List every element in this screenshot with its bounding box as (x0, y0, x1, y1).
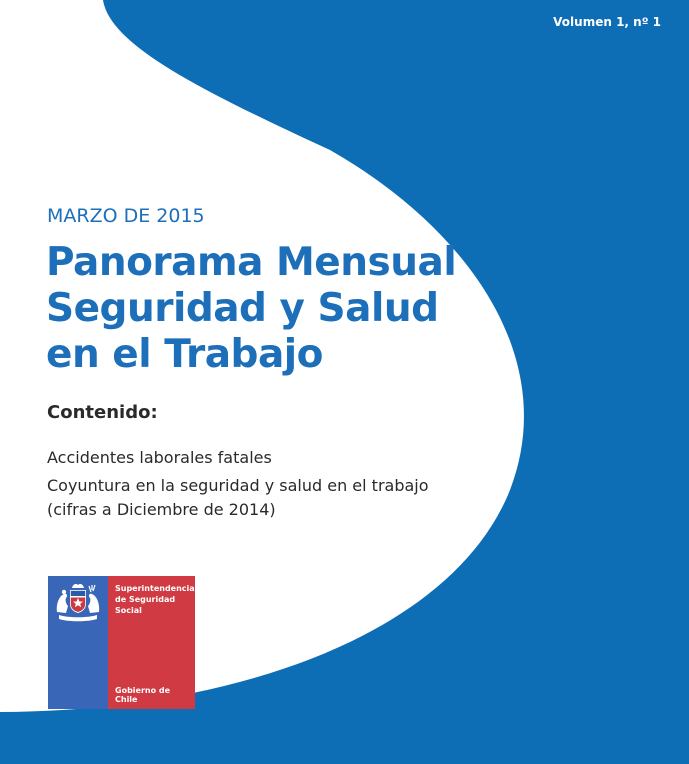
contents-item: Coyuntura en la seguridad y salud en el trabajo (47, 476, 429, 495)
logo-org-name (115, 583, 195, 616)
logo-government-name: Gobierno de Chile (115, 686, 171, 704)
logo-org-line: Superintendencia (115, 584, 195, 593)
logo-blue-panel (48, 576, 108, 709)
government-logo (48, 576, 195, 709)
logo-org-line: de Seguridad (115, 595, 176, 604)
contents-item: (cifras a Diciembre de 2014) (47, 500, 276, 519)
title-line: Panorama Mensual (46, 240, 457, 285)
logo-org-line: Social (115, 606, 142, 615)
contents-item: Accidentes laborales fatales (47, 448, 272, 467)
issue-date: MARZO DE 2015 (47, 205, 205, 227)
volume-number: Volumen 1, nº 1 (553, 15, 661, 29)
title-line: en el Trabajo (46, 332, 323, 377)
contents-heading: Contenido: (47, 402, 158, 423)
title-line: Seguridad y Salud (46, 286, 439, 331)
chile-coat-of-arms-icon (53, 582, 103, 622)
contents-list (47, 446, 429, 526)
cover-title (46, 240, 456, 378)
logo-red-panel (108, 576, 195, 709)
